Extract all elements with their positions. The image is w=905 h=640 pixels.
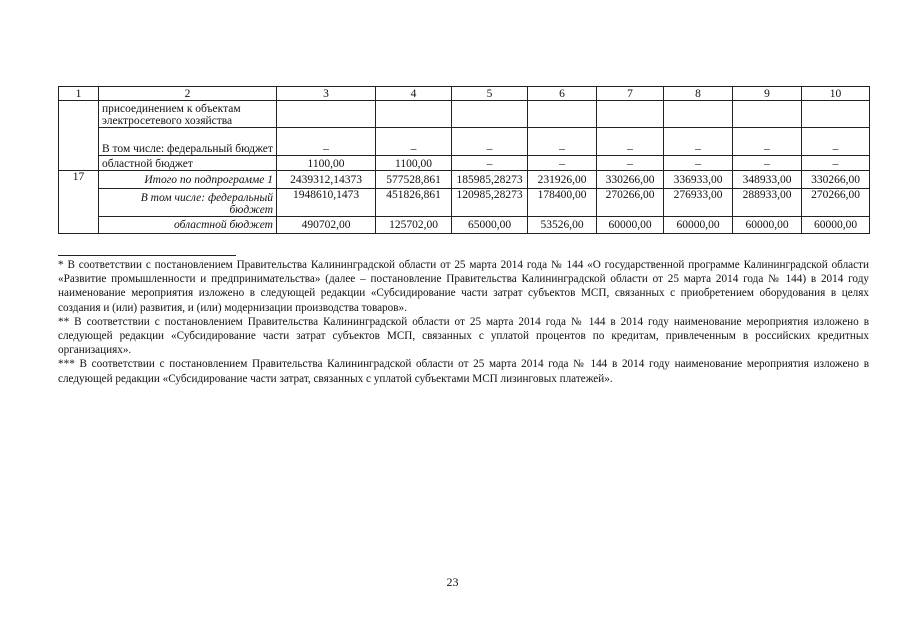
value-cell: – (597, 156, 664, 171)
row-label: областной бюджет (99, 156, 277, 171)
header-cell: 6 (528, 87, 597, 101)
value-cell: – (802, 156, 870, 171)
value-cell: – (452, 128, 528, 156)
value-cell (452, 101, 528, 128)
header-cell: 9 (733, 87, 802, 101)
value-cell (528, 101, 597, 128)
row-label: Итого по подпрограмме 1 (99, 171, 277, 189)
value-cell: 60000,00 (802, 217, 870, 234)
value-cell: – (802, 128, 870, 156)
footnote-1: * В соответствии с постановлением Правительства Калининградской области от 25 марта 2014 года № 144 «О государственной программе Калининградской области «Развитие промышленности и предпринимательства» (далее – постановление Правительства Калининградской области от 25 марта 2014 года № 144) в 2014 году наименование мероприятия изложено в следующей редакции «Субсидирование части затрат субъектов МСП, связанных с приобретением оборудования в целях создания и (или) развития, и (или) модернизации производства товаров». (58, 259, 869, 314)
table-row (59, 217, 870, 234)
value-cell: 53526,00 (528, 217, 597, 234)
table-row (59, 171, 870, 189)
value-cell: 2439312,14373 (277, 171, 376, 189)
table-row (59, 101, 870, 128)
value-cell: – (733, 128, 802, 156)
value-cell: 330266,00 (597, 171, 664, 189)
budget-table (58, 86, 870, 234)
value-cell: 577528,861 (376, 171, 452, 189)
value-cell (277, 101, 376, 128)
value-cell: 60000,00 (733, 217, 802, 234)
row-number-cell: 17 (59, 171, 99, 234)
value-cell: 270266,00 (597, 189, 664, 217)
value-cell (376, 101, 452, 128)
page-number: 23 (446, 575, 459, 589)
table-row (59, 128, 870, 156)
header-cell: 8 (664, 87, 733, 101)
footnote-2: ** В соответствии с постановлением Правительства Калининградской области от 25 марта 2014 года № 144 в 2014 году наименование мероприятия изложено в следующей редакции «Субсидирование части затрат субъектов МСП, связанных с уплатой процентов по кредитам, привлеченным в российских кредитных организациях». (58, 315, 869, 357)
header-cell: 2 (99, 87, 277, 101)
value-cell: 125702,00 (376, 217, 452, 234)
row-number-cell (59, 101, 99, 171)
value-cell: 1100,00 (376, 156, 452, 171)
value-cell: 60000,00 (664, 217, 733, 234)
value-cell (802, 101, 870, 128)
row-label: В том числе: федеральный бюджет (99, 189, 277, 217)
value-cell: 270266,00 (802, 189, 870, 217)
value-cell (733, 101, 802, 128)
value-cell: 185985,28273 (452, 171, 528, 189)
value-cell: – (376, 128, 452, 156)
table-row (59, 156, 870, 171)
header-cell: 1 (59, 87, 99, 101)
value-cell: – (277, 128, 376, 156)
value-cell: 288933,00 (733, 189, 802, 217)
value-cell: – (664, 128, 733, 156)
value-cell: 178400,00 (528, 189, 597, 217)
header-cell: 3 (277, 87, 376, 101)
table-header-row (59, 87, 870, 101)
value-cell: – (664, 156, 733, 171)
value-cell: – (597, 128, 664, 156)
value-cell (664, 101, 733, 128)
value-cell: 336933,00 (664, 171, 733, 189)
value-cell: 490702,00 (277, 217, 376, 234)
header-cell: 5 (452, 87, 528, 101)
value-cell: 60000,00 (597, 217, 664, 234)
row-label: В том числе: федеральный бюджет (99, 128, 277, 156)
header-cell: 4 (376, 87, 452, 101)
value-cell: 276933,00 (664, 189, 733, 217)
footnote-3: *** В соответствии с постановлением Правительства Калининградской области от 25 марта 2014 года № 144 в 2014 году наименование мероприятия изложено в следующей редакции «Субсидирование части затрат, связанных с уплатой субъектами МСП лизинговых платежей». (58, 358, 869, 385)
value-cell: 451826,861 (376, 189, 452, 217)
table-row (59, 189, 870, 217)
value-cell: 1100,00 (277, 156, 376, 171)
value-cell: 65000,00 (452, 217, 528, 234)
footnote-divider (58, 255, 236, 256)
value-cell: 348933,00 (733, 171, 802, 189)
value-cell: – (452, 156, 528, 171)
value-cell: 120985,28273 (452, 189, 528, 217)
value-cell: – (733, 156, 802, 171)
header-cell: 7 (597, 87, 664, 101)
value-cell (597, 101, 664, 128)
row-label: областной бюджет (99, 217, 277, 234)
value-cell: 1948610,1473 (277, 189, 376, 217)
value-cell: 330266,00 (802, 171, 870, 189)
footnotes (58, 258, 869, 386)
row-label: присоединением к объектам электросетевого хозяйства (99, 101, 277, 128)
value-cell: – (528, 156, 597, 171)
value-cell: – (528, 128, 597, 156)
value-cell: 231926,00 (528, 171, 597, 189)
header-cell: 10 (802, 87, 870, 101)
